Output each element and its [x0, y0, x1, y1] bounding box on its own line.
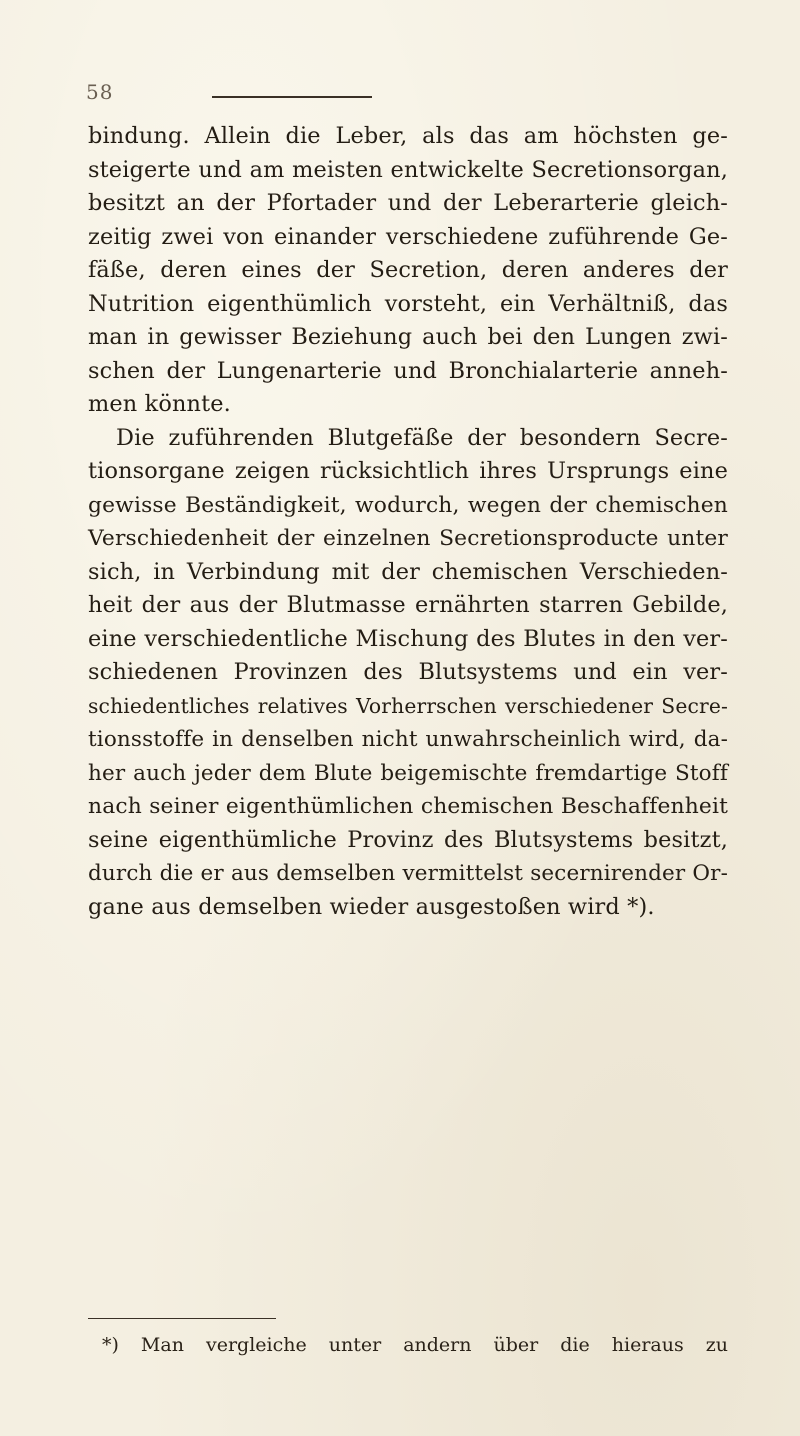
text-line: eine verschiedentliche Mischung des Blutes in den ver- — [88, 625, 728, 652]
page-header — [86, 80, 726, 110]
text-line: bindung. Allein die Leber, als das am höchsten ge- — [88, 123, 728, 149]
text-line: steigerte und am meisten entwickelte Secretionsorgan, — [88, 156, 728, 183]
text-line: men könnte. — [88, 391, 231, 417]
text-line: schiedentliches relatives Vorherrschen verschiedener Secre- — [88, 693, 728, 718]
text-line: gewisse Beständigkeit, wodurch, wegen der chemischen — [88, 492, 728, 518]
body-text — [88, 120, 728, 924]
text-line: heit der aus der Blutmasse ernährten starren Gebilde, — [88, 592, 728, 618]
text-line: tionsorgane zeigen rücksichtlich ihres Ursprungs eine — [88, 458, 728, 484]
text-line: Nutrition eigenthümlich vorsteht, ein Verhältniß, das — [88, 290, 728, 317]
footnote-rule — [88, 1318, 276, 1319]
text-line: her auch jeder dem Blute beigemischte fremdartige Stoff — [88, 760, 728, 786]
text-line: sich, in Verbindung mit der chemischen Verschieden- — [88, 558, 728, 585]
text-line: zeitig zwei von einander verschiedene zuführende Ge- — [88, 223, 728, 250]
text-line: gane aus demselben wieder ausgestoßen wird *). — [88, 893, 655, 920]
text-line: nach seiner eigenthümlichen chemischen Beschaffenheit — [88, 794, 728, 819]
page-number: 58 — [86, 80, 114, 104]
text-line: schen der Lungenarterie und Bronchialarterie anneh- — [88, 357, 728, 384]
text-line: seine eigenthümliche Provinz des Blutsystems besitzt, — [88, 826, 728, 853]
text-line: fäße, deren eines der Secretion, deren anderes der — [88, 257, 728, 283]
text-line: tionsstoffe in denselben nicht unwahrscheinlich wird, da- — [88, 727, 728, 752]
text-line: durch die er aus demselben vermittelst secernirender Or- — [88, 861, 728, 886]
text-line: Die zuführenden Blutgefäße der besondern Secre- — [116, 424, 728, 451]
header-rule — [212, 96, 372, 98]
footnote: *) Man vergleiche unter andern über die hieraus zu — [102, 1334, 728, 1356]
text-line: man in gewisser Beziehung auch bei den Lungen zwi- — [88, 324, 728, 350]
text-line: schiedenen Provinzen des Blutsystems und ein ver- — [88, 659, 728, 685]
text-line: besitzt an der Pfortader und der Leberarterie gleich- — [88, 190, 728, 216]
text-line: Verschiedenheit der einzelnen Secretionsproducte unter — [88, 526, 728, 551]
